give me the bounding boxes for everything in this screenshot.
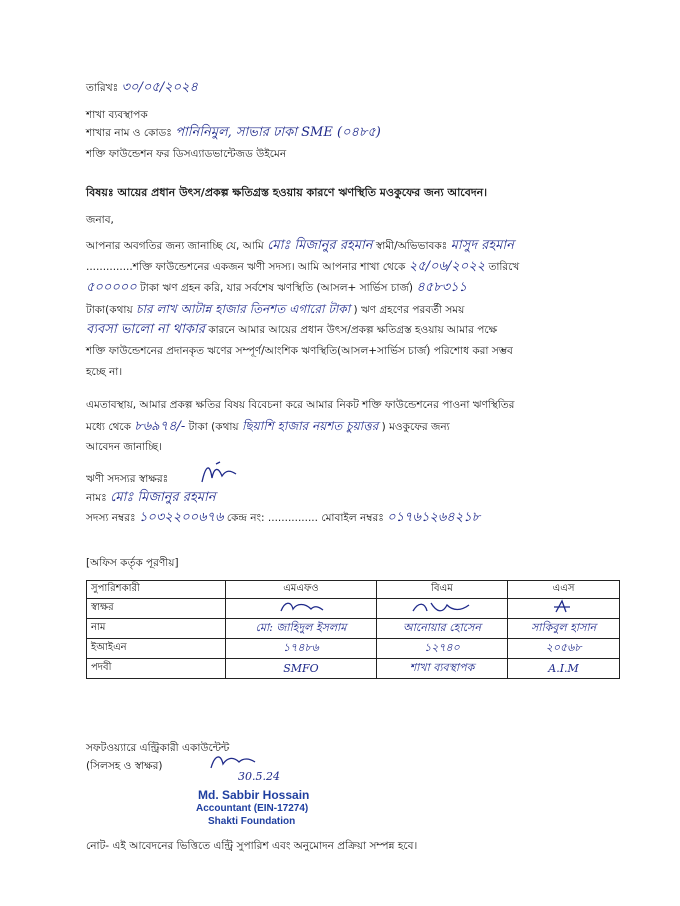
header-cell: এমএফও xyxy=(226,581,377,599)
para1-text: তারিখে xyxy=(488,261,520,273)
mobile-value: ০১৭৬১২৬৪২১৮ xyxy=(387,510,481,525)
para1-line7: হচ্ছে না। xyxy=(86,366,123,378)
signature-cell xyxy=(376,599,507,619)
as-ein: ২০৫৬৮ xyxy=(508,639,620,659)
accountant-sign-date: 30.5.24 xyxy=(238,770,280,783)
office-caption: [অফিস কর্তৃক পূরণীয়] xyxy=(86,557,179,569)
addressee-line1: শাখা ব্যবস্থাপক xyxy=(86,109,148,121)
mfo-name: মো: জাহিদুল ইসলাম xyxy=(226,619,377,639)
para1-text: টাকা(কথায় xyxy=(86,304,133,316)
member-name-handwritten: মোঃ মিজানুর রহমান xyxy=(267,238,373,253)
table-row xyxy=(87,639,620,659)
member-no-label: সদস্য নম্বরঃ xyxy=(86,512,136,524)
member-sign-row xyxy=(86,469,168,489)
para1-line1 xyxy=(86,236,514,256)
as-name: সাকিবুল হাসান xyxy=(508,619,620,639)
row-label: স্বাক্ষর xyxy=(87,599,226,619)
accountant-label1: সফটওয়্যারে এন্ট্রিকারী একাউন্টেন্ট xyxy=(86,742,230,754)
loss-reason: ব্যবসা ভালো না থাকার xyxy=(86,322,205,337)
para1-text: ) ঋণ গ্রহণের পরবর্তী সময় xyxy=(353,304,465,316)
signature-cell xyxy=(508,599,620,619)
addressee-line3: শক্তি ফাউন্ডেশন ফর ডিসএ্যাডভান্টেজড উইমেন xyxy=(86,148,287,160)
office-table xyxy=(86,580,620,679)
center-value: ............... xyxy=(267,512,318,524)
para2-text: ) মওকুফের জন্য xyxy=(381,421,450,433)
mobile-label: মোবাইল নম্বরঃ xyxy=(321,512,384,524)
mfo-ein: ১৭৪৮৬ xyxy=(226,639,377,659)
para1-text: আপনার অবগতির জন্য জানাচ্ছি যে, আমি xyxy=(86,240,264,252)
date-label: তারিখঃ xyxy=(86,82,119,94)
date-row xyxy=(86,78,198,98)
row-label: ইআইএন xyxy=(87,639,226,659)
loan-amount: ৫০০০০০ xyxy=(86,280,137,295)
member-signature xyxy=(196,460,246,488)
member-number-row xyxy=(86,508,480,528)
header-cell: এএস xyxy=(508,581,620,599)
para2-text: মধ্যে থেকে xyxy=(86,421,131,433)
para1-line2 xyxy=(86,257,519,277)
footer-note: নোট- এই আবেদনের ভিত্তিতে এন্ট্রি সুপারিশ এবং অনুমোদন প্রক্রিয়া সম্পন্ন হবে। xyxy=(86,840,418,852)
loan-balance: ৪৫৮৩১১ xyxy=(416,280,467,295)
signature-cell xyxy=(226,599,377,619)
para2-line2 xyxy=(86,416,450,437)
branch-label: শাখার নাম ও কোডঃ xyxy=(86,127,172,139)
waiver-amount: ৮৬৯৭৪/- xyxy=(134,419,186,434)
para1-line6: শক্তি ফাউন্ডেশনের প্রদানকৃত ঋণের সম্পূর্ণ/আংশিক ঋণস্থিতি(আসল+সার্ভিস চার্জ) পরিশোধ করা সম্ভব xyxy=(86,345,513,357)
para2-text: টাকা (কথায় xyxy=(188,421,239,433)
subject: বিষয়ঃ আয়ের প্রধান উৎস/প্রকল্প ক্ষতিগ্রস্ত হওয়ায় কারণে ঋণস্থিতি মওকুফের জন্য আবেদন। xyxy=(86,186,488,199)
stamp-org: Shakti Foundation xyxy=(208,816,296,827)
para1-text: স্বামী/অভিভাবকঃ xyxy=(375,240,448,252)
member-sign-label: ঋণী সদস্যর স্বাক্ষরঃ xyxy=(86,473,169,485)
table-row xyxy=(87,599,620,619)
para1-line5 xyxy=(86,320,497,340)
addressee-line2 xyxy=(86,123,381,143)
guardian-name: মাসুদ রহমান xyxy=(450,238,514,253)
header-cell: বিএম xyxy=(376,581,507,599)
member-name-value: মোঃ মিজানুর রহমান xyxy=(110,490,216,505)
stamp-name: Md. Sabbir Hossain xyxy=(198,788,310,802)
member-name-label: নামঃ xyxy=(86,492,107,504)
accountant-label2: (সিলসহ ও স্বাক্ষর) xyxy=(86,760,163,772)
waiver-in-words: ছিয়াশি হাজার নয়শত চুয়াত্তর xyxy=(241,419,379,433)
row-label: পদবী xyxy=(87,659,226,679)
loan-date: ২৫/০৬/২০২২ xyxy=(408,259,486,274)
bm-designation: শাখা ব্যবস্থাপক xyxy=(376,659,507,679)
bm-signature xyxy=(407,599,477,615)
member-no-value: ১০৩২২০০৬৭৬ xyxy=(138,510,224,525)
mfo-designation: SMFO xyxy=(226,659,377,679)
center-label: কেন্দ্র নং: xyxy=(226,512,265,524)
table-row xyxy=(87,619,620,639)
date-value: ৩০/০৫/২০২৪ xyxy=(121,80,198,95)
para2-line1: এমতাবস্থায়, আমার প্রকল্প ক্ষতির বিষয় বিবেচনা করে আমার নিকট শক্তি ফাউন্ডেশনের পাওনা ঋণস্থিতির xyxy=(86,399,515,411)
header-cell: সুপারিশকারী xyxy=(87,581,226,599)
member-name-row xyxy=(86,488,216,508)
para1-text: ..............শক্তি ফাউন্ডেশনের একজন ঋণী সদস্য। আমি আপনার শাখা থেকে xyxy=(86,261,406,273)
as-signature xyxy=(544,599,584,615)
bm-name: আনোয়ার হোসেন xyxy=(376,619,507,639)
para1-text: কারনে আমার আয়ের প্রধান উৎস/প্রকল্প ক্ষতিগ্রস্ত হওয়ায় আমার পক্ষে xyxy=(208,324,498,336)
table-row xyxy=(87,581,620,599)
as-designation: A.I.M xyxy=(508,659,620,679)
balance-in-words: চার লাখ আটান্ন হাজার তিনশত এগারো টাকা xyxy=(135,302,351,316)
branch-value: পানিনিমুল, সাভার ঢাকা SME (০৪৮৫) xyxy=(175,125,381,140)
row-label: নাম xyxy=(87,619,226,639)
para2-line3: আবেদন জানাচ্ছি। xyxy=(86,441,162,453)
salutation: জনাব, xyxy=(86,214,114,226)
para1-line3 xyxy=(86,278,467,298)
para1-text: টাকা ঋণ গ্রহন করি, যার সর্বশেষ ঋণস্থিতি (আসল+ সার্ভিস চার্জ) xyxy=(140,282,413,294)
para1-line4 xyxy=(86,299,464,320)
bm-ein: ১২৭৪০ xyxy=(376,639,507,659)
mfo-signature xyxy=(271,599,331,615)
table-row xyxy=(87,659,620,679)
stamp-title: Accountant (EIN-17274) xyxy=(196,803,309,814)
